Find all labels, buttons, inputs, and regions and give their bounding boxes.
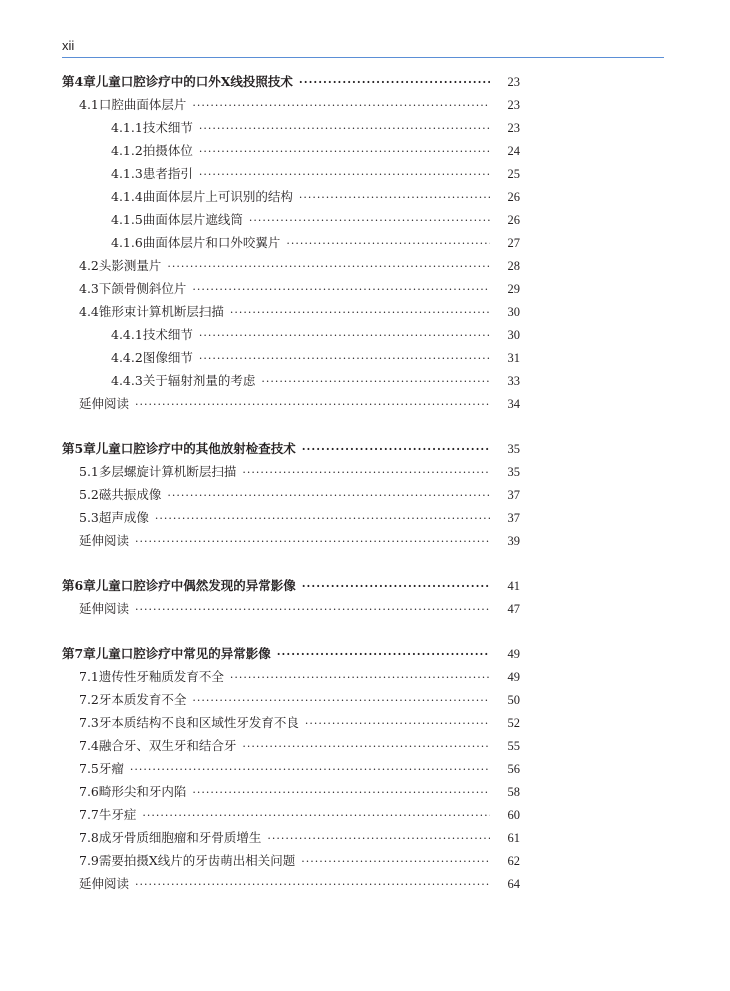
entry-page: 58 bbox=[507, 785, 520, 799]
subsection-entry bbox=[62, 231, 520, 254]
entry-title: 图像细节 bbox=[142, 350, 193, 365]
entry-title: 需要拍摄X线片的牙齿萌出相关问题 bbox=[98, 853, 296, 868]
entry-page: 23 bbox=[507, 75, 520, 89]
entry-title: 延伸阅读 bbox=[79, 601, 130, 616]
dot-leader bbox=[199, 163, 490, 186]
entry-page: 39 bbox=[507, 534, 520, 548]
entry-title: 多层螺旋计算机断层扫描 bbox=[98, 464, 237, 479]
entry-number: 4.4.3 bbox=[111, 373, 143, 388]
entry-page: 26 bbox=[507, 213, 520, 227]
entry-number: 第4章 bbox=[62, 74, 96, 89]
entry-page: 60 bbox=[507, 808, 520, 822]
entry-title: 磁共振成像 bbox=[98, 487, 162, 502]
table-of-contents bbox=[62, 70, 520, 895]
entry-page: 34 bbox=[507, 397, 520, 411]
section-entry bbox=[62, 277, 520, 300]
entry-title: 融合牙、双生牙和结合牙 bbox=[98, 738, 237, 753]
dot-leader bbox=[155, 507, 490, 530]
entry-page: 25 bbox=[507, 167, 520, 181]
entry-number: 7.9 bbox=[79, 853, 99, 868]
header-rule bbox=[62, 57, 664, 58]
dot-leader bbox=[192, 94, 490, 117]
entry-title: 技术细节 bbox=[142, 120, 193, 135]
dot-leader bbox=[267, 827, 490, 850]
dot-leader bbox=[277, 643, 490, 666]
entry-number: 4.3 bbox=[79, 281, 99, 296]
dot-leader bbox=[199, 324, 490, 347]
entry-page: 62 bbox=[507, 854, 520, 868]
dot-leader bbox=[230, 666, 490, 689]
dot-leader bbox=[192, 781, 490, 804]
entry-number: 4.4 bbox=[79, 304, 99, 319]
entry-number: 7.7 bbox=[79, 807, 99, 822]
entry-title: 技术细节 bbox=[142, 327, 193, 342]
entry-page: 23 bbox=[507, 98, 520, 112]
entry-number: 5.1 bbox=[79, 464, 99, 479]
entry-page: 37 bbox=[507, 488, 520, 502]
entry-title: 口腔曲面体层片 bbox=[98, 97, 187, 112]
entry-page: 52 bbox=[507, 716, 520, 730]
section-entry bbox=[62, 254, 520, 277]
further-reading-entry bbox=[62, 872, 520, 895]
subsection-entry bbox=[62, 369, 520, 392]
entry-page: 29 bbox=[507, 282, 520, 296]
dot-leader bbox=[199, 140, 490, 163]
dot-leader bbox=[302, 575, 490, 598]
entry-page: 49 bbox=[507, 670, 520, 684]
section-entry bbox=[62, 826, 520, 849]
entry-page: 26 bbox=[507, 190, 520, 204]
entry-number: 7.6 bbox=[79, 784, 99, 799]
entry-number: 4.1.2 bbox=[111, 143, 143, 158]
entry-page: 28 bbox=[507, 259, 520, 273]
entry-number: 5.2 bbox=[79, 487, 99, 502]
entry-title: 畸形尖和牙内陷 bbox=[98, 784, 187, 799]
entry-title: 患者指引 bbox=[142, 166, 193, 181]
entry-title: 关于辐射剂量的考虑 bbox=[142, 373, 256, 388]
dot-leader bbox=[199, 347, 490, 370]
entry-title: 儿童口腔诊疗中偶然发现的异常影像 bbox=[95, 578, 296, 593]
chapter-gap bbox=[62, 552, 520, 574]
entry-page: 64 bbox=[507, 877, 520, 891]
section-entry bbox=[62, 803, 520, 826]
subsection-entry bbox=[62, 139, 520, 162]
dot-leader bbox=[299, 186, 490, 209]
dot-leader bbox=[192, 689, 490, 712]
entry-number: 7.5 bbox=[79, 761, 99, 776]
entry-title: 延伸阅读 bbox=[79, 876, 130, 891]
page-number: xii bbox=[62, 38, 75, 53]
entry-number: 7.8 bbox=[79, 830, 99, 845]
dot-leader bbox=[135, 598, 490, 621]
entry-number: 4.4.1 bbox=[111, 327, 143, 342]
subsection-entry bbox=[62, 116, 520, 139]
entry-title: 遗传性牙釉质发育不全 bbox=[98, 669, 224, 684]
dot-leader bbox=[299, 71, 490, 94]
entry-page: 56 bbox=[507, 762, 520, 776]
entry-title: 曲面体层片和口外咬翼片 bbox=[142, 235, 281, 250]
entry-title: 牛牙症 bbox=[98, 807, 137, 822]
entry-page: 35 bbox=[507, 465, 520, 479]
dot-leader bbox=[135, 873, 490, 896]
entry-title: 延伸阅读 bbox=[79, 396, 130, 411]
dot-leader bbox=[261, 370, 490, 393]
section-entry bbox=[62, 506, 520, 529]
entry-number: 4.1.5 bbox=[111, 212, 143, 227]
entry-title: 牙本质发育不全 bbox=[98, 692, 187, 707]
section-entry bbox=[62, 688, 520, 711]
section-entry bbox=[62, 711, 520, 734]
further-reading-entry bbox=[62, 529, 520, 552]
dot-leader bbox=[135, 530, 490, 553]
entry-page: 35 bbox=[507, 442, 520, 456]
further-reading-entry bbox=[62, 597, 520, 620]
entry-number: 4.1.1 bbox=[111, 120, 143, 135]
dot-leader bbox=[130, 758, 490, 781]
entry-title: 拍摄体位 bbox=[142, 143, 193, 158]
section-entry bbox=[62, 483, 520, 506]
further-reading-entry bbox=[62, 392, 520, 415]
entry-title: 儿童口腔诊疗中常见的异常影像 bbox=[95, 646, 271, 661]
entry-page: 27 bbox=[507, 236, 520, 250]
entry-page: 49 bbox=[507, 647, 520, 661]
entry-number: 4.1.6 bbox=[111, 235, 143, 250]
entry-title: 牙瘤 bbox=[98, 761, 124, 776]
dot-leader bbox=[302, 438, 490, 461]
subsection-entry bbox=[62, 208, 520, 231]
dot-leader bbox=[167, 255, 490, 278]
section-entry bbox=[62, 780, 520, 803]
entry-title: 超声成像 bbox=[98, 510, 149, 525]
entry-title: 延伸阅读 bbox=[79, 533, 130, 548]
entry-title: 曲面体层片遮线筒 bbox=[142, 212, 243, 227]
entry-title: 成牙骨质细胞瘤和牙骨质增生 bbox=[98, 830, 262, 845]
entry-number: 第5章 bbox=[62, 441, 96, 456]
entry-page: 30 bbox=[507, 328, 520, 342]
entry-title: 头影测量片 bbox=[98, 258, 162, 273]
entry-page: 33 bbox=[507, 374, 520, 388]
entry-number: 7.1 bbox=[79, 669, 99, 684]
subsection-entry bbox=[62, 185, 520, 208]
entry-title: 锥形束计算机断层扫描 bbox=[98, 304, 224, 319]
entry-page: 41 bbox=[507, 579, 520, 593]
entry-number: 4.1 bbox=[79, 97, 99, 112]
entry-number: 第6章 bbox=[62, 578, 96, 593]
entry-page: 37 bbox=[507, 511, 520, 525]
chapter-gap bbox=[62, 415, 520, 437]
chapter-entry bbox=[62, 642, 520, 665]
chapter-entry bbox=[62, 437, 520, 460]
subsection-entry bbox=[62, 346, 520, 369]
dot-leader bbox=[135, 393, 490, 416]
section-entry bbox=[62, 300, 520, 323]
section-entry bbox=[62, 849, 520, 872]
dot-leader bbox=[305, 712, 490, 735]
dot-leader bbox=[301, 850, 490, 873]
subsection-entry bbox=[62, 323, 520, 346]
dot-leader bbox=[192, 278, 490, 301]
entry-page: 50 bbox=[507, 693, 520, 707]
entry-title: 下颌骨侧斜位片 bbox=[98, 281, 187, 296]
entry-title: 曲面体层片上可识别的结构 bbox=[142, 189, 293, 204]
dot-leader bbox=[249, 209, 490, 232]
dot-leader bbox=[199, 117, 490, 140]
entry-page: 55 bbox=[507, 739, 520, 753]
entry-page: 47 bbox=[507, 602, 520, 616]
entry-number: 7.2 bbox=[79, 692, 99, 707]
entry-page: 31 bbox=[507, 351, 520, 365]
entry-number: 7.4 bbox=[79, 738, 99, 753]
section-entry bbox=[62, 93, 520, 116]
dot-leader bbox=[242, 461, 490, 484]
entry-title: 儿童口腔诊疗中的其他放射检查技术 bbox=[95, 441, 296, 456]
dot-leader bbox=[242, 735, 490, 758]
entry-number: 4.2 bbox=[79, 258, 99, 273]
dot-leader bbox=[230, 301, 490, 324]
entry-number: 4.1.4 bbox=[111, 189, 143, 204]
dot-leader bbox=[167, 484, 490, 507]
chapter-gap bbox=[62, 620, 520, 642]
entry-title: 儿童口腔诊疗中的口外X线投照技术 bbox=[95, 74, 293, 89]
entry-number: 4.1.3 bbox=[111, 166, 143, 181]
dot-leader bbox=[142, 804, 490, 827]
section-entry bbox=[62, 734, 520, 757]
entry-page: 24 bbox=[507, 144, 520, 158]
dot-leader bbox=[286, 232, 490, 255]
entry-title: 牙本质结构不良和区域性牙发育不良 bbox=[98, 715, 299, 730]
chapter-entry bbox=[62, 70, 520, 93]
page-header bbox=[62, 38, 664, 58]
entry-number: 4.4.2 bbox=[111, 350, 143, 365]
subsection-entry bbox=[62, 162, 520, 185]
entry-number: 7.3 bbox=[79, 715, 99, 730]
entry-number: 5.3 bbox=[79, 510, 99, 525]
section-entry bbox=[62, 460, 520, 483]
entry-page: 61 bbox=[507, 831, 520, 845]
chapter-entry bbox=[62, 574, 520, 597]
entry-number: 第7章 bbox=[62, 646, 96, 661]
section-entry bbox=[62, 665, 520, 688]
section-entry bbox=[62, 757, 520, 780]
entry-page: 23 bbox=[507, 121, 520, 135]
entry-page: 30 bbox=[507, 305, 520, 319]
